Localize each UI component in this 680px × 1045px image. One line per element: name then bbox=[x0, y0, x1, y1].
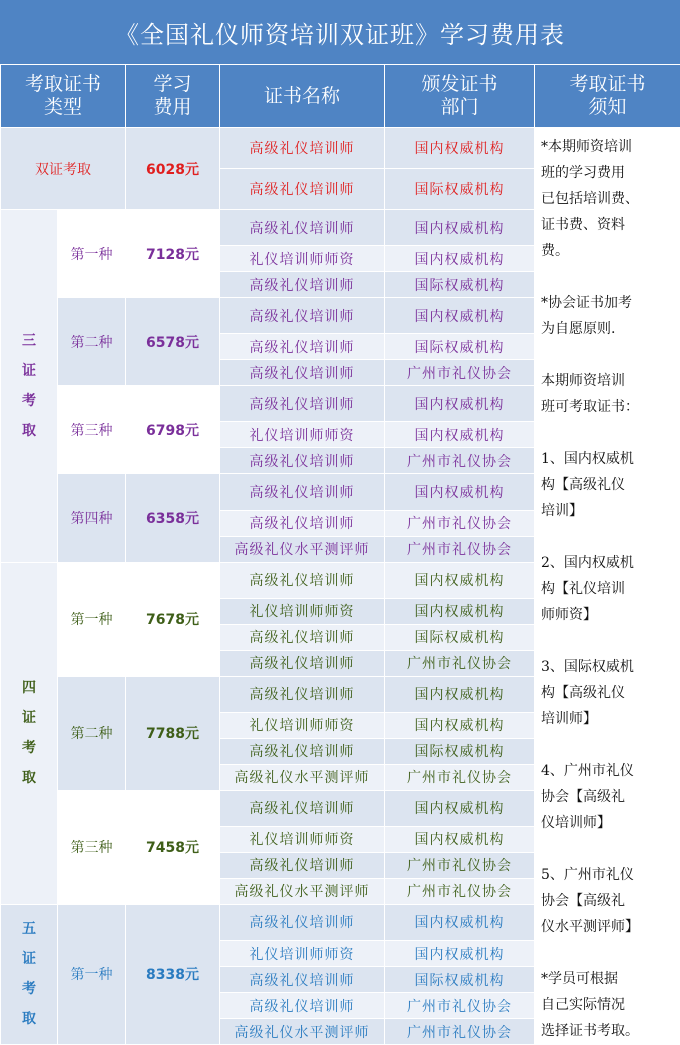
cert-name: 礼仪培训师师资 bbox=[220, 598, 385, 624]
option-kind: 第三种 bbox=[58, 386, 126, 474]
header-type: 考取证书 类型 bbox=[1, 65, 126, 128]
header-cert: 证书名称 bbox=[220, 65, 385, 128]
cert-name: 高级礼仪水平测评师 bbox=[220, 536, 385, 562]
issuing-dept: 国内权威机构 bbox=[385, 826, 535, 852]
cert-name: 高级礼仪水平测评师 bbox=[220, 764, 385, 790]
issuing-dept: 广州市礼仪协会 bbox=[385, 536, 535, 562]
cert-name: 高级礼仪培训师 bbox=[220, 386, 385, 422]
cert-name: 高级礼仪培训师 bbox=[220, 562, 385, 598]
issuing-dept: 广州市礼仪协会 bbox=[385, 993, 535, 1019]
issuing-dept: 国内权威机构 bbox=[385, 904, 535, 940]
issuing-dept: 国内权威机构 bbox=[385, 790, 535, 826]
cert-name: 高级礼仪培训师 bbox=[220, 904, 385, 940]
header-dept: 颁发证书 部门 bbox=[385, 65, 535, 128]
cert-name: 高级礼仪培训师 bbox=[220, 128, 385, 169]
note-item-1: 1、国内权威机 构【高级礼仪 培训】 bbox=[541, 446, 676, 524]
cert-name: 高级礼仪培训师 bbox=[220, 967, 385, 993]
issuing-dept: 国内权威机构 bbox=[385, 210, 535, 246]
fee-table bbox=[0, 64, 680, 1045]
issuing-dept: 国内权威机构 bbox=[385, 474, 535, 510]
option-kind: 第一种 bbox=[58, 210, 126, 298]
cert-name: 高级礼仪培训师 bbox=[220, 650, 385, 676]
issuing-dept: 广州市礼仪协会 bbox=[385, 764, 535, 790]
issuing-dept: 国际权威机构 bbox=[385, 169, 535, 210]
note-item-2: 2、国内权威机 构【礼仪培训 师师资】 bbox=[541, 550, 676, 628]
note-choose: *学员可根据 自己实际情况 选择证书考取。 bbox=[541, 966, 676, 1044]
issuing-dept: 国内权威机构 bbox=[385, 422, 535, 448]
cert-name: 礼仪培训师师资 bbox=[220, 712, 385, 738]
issuing-dept: 国际权威机构 bbox=[385, 272, 535, 298]
group-label-five: 五 证 考 取 bbox=[1, 904, 58, 1044]
fee-value: 8338元 bbox=[126, 904, 220, 1044]
cert-name: 高级礼仪水平测评师 bbox=[220, 1019, 385, 1045]
cert-name: 高级礼仪培训师 bbox=[220, 360, 385, 386]
cert-name: 高级礼仪培训师 bbox=[220, 624, 385, 650]
cert-name: 高级礼仪培训师 bbox=[220, 993, 385, 1019]
cert-name: 高级礼仪培训师 bbox=[220, 852, 385, 878]
cert-name: 高级礼仪培训师 bbox=[220, 676, 385, 712]
issuing-dept: 国内权威机构 bbox=[385, 712, 535, 738]
issuing-dept: 广州市礼仪协会 bbox=[385, 510, 535, 536]
fee-value: 7128元 bbox=[126, 210, 220, 298]
issuing-dept: 国内权威机构 bbox=[385, 562, 535, 598]
note-voluntary: *协会证书加考 为自愿原则. bbox=[541, 290, 676, 342]
cert-name: 礼仪培训师师资 bbox=[220, 826, 385, 852]
page-title: 《全国礼仪师资培训双证班》学习费用表 bbox=[0, 0, 680, 64]
group-label-three: 三 证 考 取 bbox=[1, 210, 58, 563]
cert-name: 高级礼仪培训师 bbox=[220, 210, 385, 246]
fee-value: 6358元 bbox=[126, 474, 220, 562]
issuing-dept: 广州市礼仪协会 bbox=[385, 448, 535, 474]
cert-name: 高级礼仪培训师 bbox=[220, 510, 385, 536]
note-item-3: 3、国际权威机 构【高级礼仪 培训师】 bbox=[541, 654, 676, 732]
note-available-intro: 本期师资培训 班可考取证书： bbox=[541, 368, 676, 420]
fee-value: 6798元 bbox=[126, 386, 220, 474]
issuing-dept: 国际权威机构 bbox=[385, 967, 535, 993]
cert-name: 高级礼仪水平测评师 bbox=[220, 878, 385, 904]
note-item-4: 4、广州市礼仪 协会【高级礼 仪培训师】 bbox=[541, 758, 676, 836]
cert-name: 高级礼仪培训师 bbox=[220, 298, 385, 334]
fee-value: 7458元 bbox=[126, 790, 220, 904]
group-label-two: 双证考取 bbox=[1, 128, 126, 210]
option-kind: 第一种 bbox=[58, 904, 126, 1044]
issuing-dept: 广州市礼仪协会 bbox=[385, 1019, 535, 1045]
issuing-dept: 广州市礼仪协会 bbox=[385, 650, 535, 676]
option-kind: 第一种 bbox=[58, 562, 126, 676]
cert-name: 高级礼仪培训师 bbox=[220, 272, 385, 298]
header-fee: 学习 费用 bbox=[126, 65, 220, 128]
issuing-dept: 国际权威机构 bbox=[385, 334, 535, 360]
option-kind: 第三种 bbox=[58, 790, 126, 904]
issuing-dept: 国际权威机构 bbox=[385, 738, 535, 764]
cert-name: 高级礼仪培训师 bbox=[220, 738, 385, 764]
option-kind: 第二种 bbox=[58, 298, 126, 386]
issuing-dept: 国内权威机构 bbox=[385, 676, 535, 712]
note-fee-included: *本期师资培训 班的学习费用 已包括培训费、 证书费、资料 费。 bbox=[541, 134, 676, 264]
header-notes: 考取证书 须知 bbox=[535, 65, 680, 128]
cert-name: 高级礼仪培训师 bbox=[220, 169, 385, 210]
issuing-dept: 国内权威机构 bbox=[385, 941, 535, 967]
issuing-dept: 国内权威机构 bbox=[385, 246, 535, 272]
notes-column bbox=[535, 128, 680, 1045]
option-kind: 第四种 bbox=[58, 474, 126, 562]
issuing-dept: 广州市礼仪协会 bbox=[385, 878, 535, 904]
note-item-5: 5、广州市礼仪 协会【高级礼 仪水平测评师】 bbox=[541, 862, 676, 940]
cert-name: 高级礼仪培训师 bbox=[220, 448, 385, 474]
fee-value: 7788元 bbox=[126, 676, 220, 790]
issuing-dept: 国内权威机构 bbox=[385, 298, 535, 334]
cert-name: 礼仪培训师师资 bbox=[220, 422, 385, 448]
fee-value: 6578元 bbox=[126, 298, 220, 386]
cert-name: 高级礼仪培训师 bbox=[220, 474, 385, 510]
group-label-four: 四 证 考 取 bbox=[1, 562, 58, 904]
table-row bbox=[1, 128, 680, 169]
cert-name: 礼仪培训师师资 bbox=[220, 941, 385, 967]
issuing-dept: 国内权威机构 bbox=[385, 128, 535, 169]
fee-value: 6028元 bbox=[126, 128, 220, 210]
fee-value: 7678元 bbox=[126, 562, 220, 676]
issuing-dept: 国际权威机构 bbox=[385, 624, 535, 650]
issuing-dept: 广州市礼仪协会 bbox=[385, 360, 535, 386]
issuing-dept: 国内权威机构 bbox=[385, 598, 535, 624]
option-kind: 第二种 bbox=[58, 676, 126, 790]
issuing-dept: 广州市礼仪协会 bbox=[385, 852, 535, 878]
issuing-dept: 国内权威机构 bbox=[385, 386, 535, 422]
cert-name: 礼仪培训师师资 bbox=[220, 246, 385, 272]
cert-name: 高级礼仪培训师 bbox=[220, 790, 385, 826]
cert-name: 高级礼仪培训师 bbox=[220, 334, 385, 360]
